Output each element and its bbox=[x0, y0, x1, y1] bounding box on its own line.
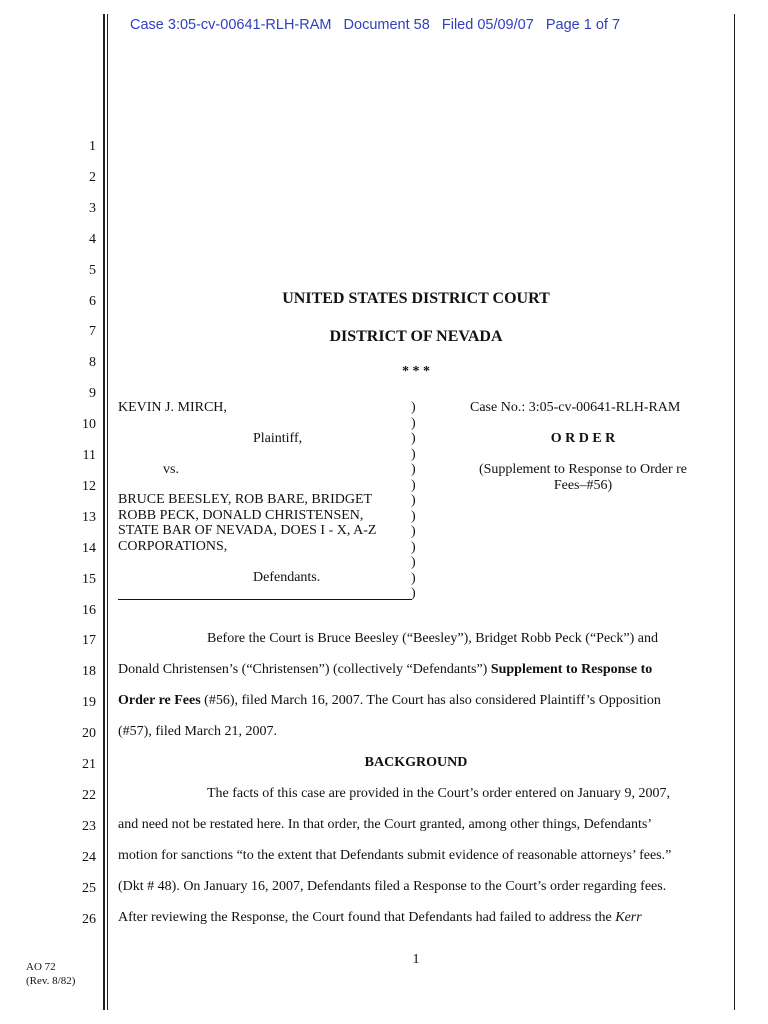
body-line-26: After reviewing the Response, the Court found that Defendants had failed to address the Kerr bbox=[118, 910, 642, 925]
line-number: 16 bbox=[82, 602, 96, 618]
caption-paren: ) bbox=[411, 462, 416, 477]
district-name: DISTRICT OF NEVADA bbox=[329, 328, 503, 345]
line-number: 25 bbox=[82, 880, 96, 896]
caption-paren: ) bbox=[411, 539, 416, 555]
caption-paren: ) bbox=[411, 477, 416, 493]
form-code: AO 72 bbox=[26, 961, 56, 973]
caption-paren: ) bbox=[411, 586, 416, 601]
caption-paren: ) bbox=[411, 524, 416, 539]
left-margin-rule bbox=[103, 14, 105, 1010]
line-number: 14 bbox=[82, 540, 96, 556]
line-number: 24 bbox=[82, 849, 96, 865]
line-number: 5 bbox=[89, 262, 96, 278]
order-subtitle-1: (Supplement to Response to Order re bbox=[478, 462, 687, 477]
line-number: 17 bbox=[82, 633, 96, 649]
line-number: 21 bbox=[82, 757, 96, 772]
left-margin-rule-inner bbox=[107, 14, 108, 1010]
line-number: 1 bbox=[89, 139, 96, 154]
line-number: 12 bbox=[82, 478, 96, 494]
caption-underline bbox=[118, 599, 412, 600]
stars-separator: * * * bbox=[402, 364, 430, 379]
body-line-22: The facts of this case are provided in the Court’s order entered on January 9, 2007, bbox=[207, 786, 671, 801]
body-line-17: Before the Court is Bruce Beesley (“Beesley”), Bridget Robb Peck (“Peck”) and bbox=[207, 631, 658, 646]
line-number: 13 bbox=[82, 509, 96, 525]
line-number: 18 bbox=[82, 664, 96, 680]
line-number: 23 bbox=[82, 818, 96, 834]
page-number: 1 bbox=[412, 952, 420, 967]
line-number: 20 bbox=[82, 726, 96, 742]
line-number: 22 bbox=[82, 787, 96, 803]
line-number: 10 bbox=[82, 417, 96, 433]
defendants-label: Defendants. bbox=[253, 570, 321, 585]
caption-paren: ) bbox=[411, 431, 416, 446]
line-number: 3 bbox=[89, 200, 96, 216]
caption-paren: ) bbox=[411, 508, 416, 524]
line-number: 7 bbox=[89, 324, 96, 340]
line-number: 8 bbox=[89, 355, 96, 371]
plaintiff-label: Plaintiff, bbox=[253, 431, 303, 446]
line-number: 19 bbox=[82, 695, 96, 711]
section-heading-background: BACKGROUND bbox=[364, 755, 468, 770]
line-number: 6 bbox=[89, 293, 96, 309]
caption-paren: ) bbox=[411, 570, 416, 586]
versus: vs. bbox=[163, 462, 179, 477]
line-number: 2 bbox=[89, 169, 96, 185]
plaintiff-name: KEVIN J. MIRCH, bbox=[118, 400, 227, 415]
line-number: 15 bbox=[82, 571, 96, 587]
case-number: Case No.: 3:05-cv-00641-RLH-RAM bbox=[470, 400, 681, 415]
caption-paren: ) bbox=[411, 555, 416, 570]
caption-paren: ) bbox=[411, 400, 416, 415]
defendants-names: BRUCE BEESLEY, ROB BARE, BRIDGET ROBB PECK, DONALD CHRISTENSEN, STATE BAR OF NEVADA, DOES I - X, A-Z CORPORATIONS, bbox=[118, 492, 377, 554]
order-subtitle-2: Fees–#56) bbox=[553, 478, 613, 493]
right-margin-rule bbox=[734, 14, 735, 1010]
caption-paren: ) bbox=[411, 415, 416, 431]
line-number: 26 bbox=[82, 911, 96, 927]
body-line-20: (#57), filed March 21, 2007. bbox=[118, 724, 278, 739]
order-title: O R D E R bbox=[550, 431, 616, 446]
body-line-25: (Dkt # 48). On January 16, 2007, Defendants filed a Response to the Court’s order regarding fees. bbox=[118, 879, 667, 894]
line-number: 4 bbox=[89, 231, 96, 247]
line-number: 9 bbox=[89, 386, 96, 402]
line-number: 11 bbox=[82, 448, 96, 463]
body-line-23: and need not be restated here. In that order, the Court granted, among other things, Defendants’ bbox=[118, 817, 652, 832]
body-line-24: motion for sanctions “to the extent that Defendants submit evidence of reasonable attorneys’ fees.” bbox=[118, 848, 672, 863]
court-name: UNITED STATES DISTRICT COURT bbox=[282, 290, 550, 307]
body-line-19: Order re Fees (#56), filed March 16, 2007. The Court has also considered Plaintiff’s Opposition bbox=[118, 693, 661, 708]
form-revision: (Rev. 8/82) bbox=[26, 975, 76, 987]
caption-paren: ) bbox=[411, 493, 416, 508]
body-line-18: Donald Christensen’s (“Christensen”) (collectively “Defendants”) Supplement to Response to bbox=[118, 662, 653, 677]
case-header: Case 3:05-cv-00641-RLH-RAM Document 58 Filed 05/09/07 Page 1 of 7 bbox=[130, 17, 621, 33]
caption-paren: ) bbox=[411, 446, 416, 462]
